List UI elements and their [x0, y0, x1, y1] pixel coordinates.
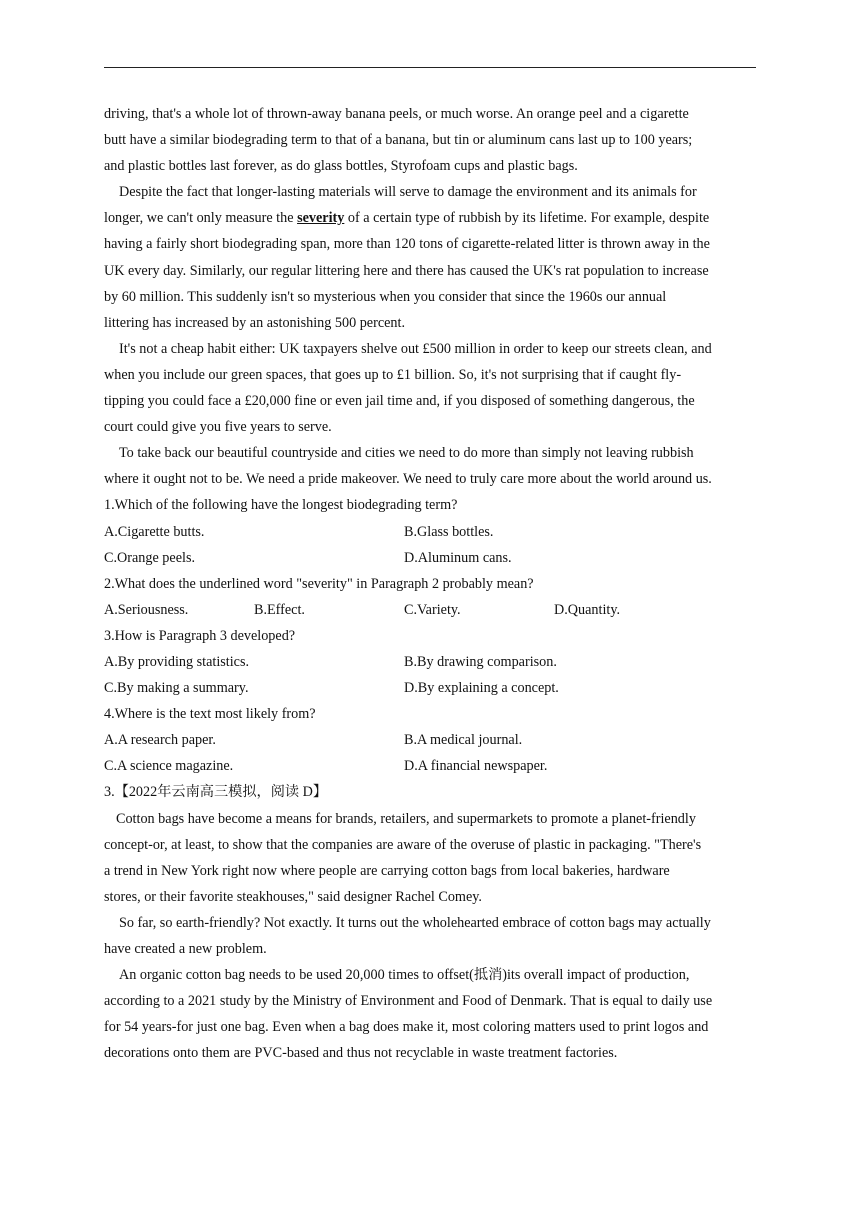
option-b: B.Glass bottles. [404, 523, 494, 540]
paragraph-3 [104, 336, 764, 440]
paragraph-1 [104, 101, 764, 179]
question-stem: 3.How is Paragraph 3 developed? [104, 627, 296, 644]
paragraph-4 [104, 440, 764, 492]
text-line: by 60 million. This suddenly isn't so mysterious when you consider that since the 1960s our annual [104, 288, 667, 305]
text-line: So far, so earth-friendly? Not exactly. It turns out the wholehearted embrace of cotton bags may actually [119, 914, 711, 931]
section-3-paragraph-1 [104, 806, 764, 910]
option-c: C.Variety. [404, 601, 461, 618]
section-3-paragraph-3 [104, 962, 764, 1066]
text-line: Cotton bags have become a means for brands, retailers, and supermarkets to promote a planet-friendly [116, 810, 696, 827]
text-line: stores, or their favorite steakhouses," said designer Rachel Comey. [104, 888, 482, 905]
text-line: according to a 2021 study by the Ministry of Environment and Food of Denmark. That is equal to daily use [104, 993, 713, 1010]
question-3 [104, 623, 764, 701]
text-line: It's not a cheap habit either: UK taxpayers shelve out £500 million in order to keep our streets clean, and [119, 340, 712, 357]
text-segment: longer, we can't only measure the [104, 210, 298, 227]
text-line: court could give you five years to serve. [104, 419, 332, 436]
paragraph-2 [104, 179, 764, 336]
option-d: D.Aluminum cans. [404, 549, 512, 566]
option-b: B.Effect. [254, 601, 305, 618]
text-line [104, 205, 764, 231]
text-line: decorations onto them are PVC-based and thus not recyclable in waste treatment factories. [104, 1045, 618, 1062]
option-row [104, 519, 764, 545]
text-line: where it ought not to be. We need a pride makeover. We need to truly care more about the world around us. [104, 471, 712, 488]
question-2 [104, 571, 764, 623]
option-d: D.Quantity. [554, 601, 621, 618]
text-line: Despite the fact that longer-lasting materials will serve to damage the environment and its animals for [119, 184, 697, 201]
text-line: and plastic bottles last forever, as do glass bottles, Styrofoam cups and plastic bags. [104, 158, 578, 175]
header-rule [104, 67, 756, 68]
text-line: butt have a similar biodegrading term to that of a banana, but tin or aluminum cans last up to 100 years; [104, 132, 693, 149]
option-c: C.Orange peels. [104, 549, 196, 566]
option-row [104, 675, 764, 701]
question-1 [104, 492, 764, 570]
text-line: having a fairly short biodegrading span, more than 120 tons of cigarette-related litter is thrown away in the [104, 236, 710, 253]
text-line: when you include our green spaces, that goes up to £1 billion. So, it's not surprising that if caught fly- [104, 366, 682, 383]
option-row [104, 597, 764, 623]
question-4 [104, 701, 764, 779]
option-d: D.By explaining a concept. [404, 680, 559, 697]
text-line: a trend in New York right now where people are carrying cotton bags from local bakeries, hardware [104, 862, 670, 879]
option-row [104, 545, 764, 571]
question-stem: 2.What does the underlined word "severity" in Paragraph 2 probably mean? [104, 575, 534, 592]
option-row [104, 727, 764, 753]
text-line: concept-or, at least, to show that the companies are aware of the overuse of plastic in packaging. "There's [104, 836, 702, 853]
text-line: tipping you could face a £20,000 fine or even jail time and, if you disposed of something dangerous, the [104, 393, 695, 410]
option-a: A.Cigarette butts. [104, 523, 205, 540]
text-line: for 54 years-for just one bag. Even when a bag does make it, most coloring matters used to print logos and [104, 1019, 709, 1036]
question-stem: 1.Which of the following have the longest biodegrading term? [104, 497, 458, 514]
option-a: A.Seriousness. [104, 601, 189, 618]
option-a: A.A research paper. [104, 732, 216, 749]
option-b: B.By drawing comparison. [404, 653, 557, 670]
text-line: littering has increased by an astonishing 500 percent. [104, 314, 406, 331]
option-c: C.A science magazine. [104, 758, 234, 775]
section-3-paragraph-2 [104, 910, 764, 962]
document-body [104, 101, 764, 1066]
option-c: C.By making a summary. [104, 680, 249, 697]
text-line: An organic cotton bag needs to be used 20,000 times to offset(抵消)its overall impact of production, [119, 967, 690, 984]
text-segment: of a certain type of rubbish by its lifetime. For example, despite [344, 210, 710, 227]
option-row [104, 649, 764, 675]
text-line: To take back our beautiful countryside and cities we need to do more than simply not leaving rubbish [119, 445, 694, 462]
question-stem: 4.Where is the text most likely from? [104, 706, 316, 723]
text-line: have created a new problem. [104, 941, 267, 957]
section-3-title: 3.【2022年云南高三模拟，阅读 D】 [104, 784, 328, 801]
underlined-word-severity: severity [297, 210, 345, 227]
text-line: driving, that's a whole lot of thrown-away banana peels, or much worse. An orange peel and a cigarette [104, 106, 689, 122]
option-b: B.A medical journal. [404, 732, 523, 749]
option-a: A.By providing statistics. [104, 653, 250, 670]
option-d: D.A financial newspaper. [404, 758, 548, 775]
text-line: UK every day. Similarly, our regular littering here and there has caused the UK's rat population to increase [104, 262, 709, 279]
option-row [104, 753, 764, 779]
